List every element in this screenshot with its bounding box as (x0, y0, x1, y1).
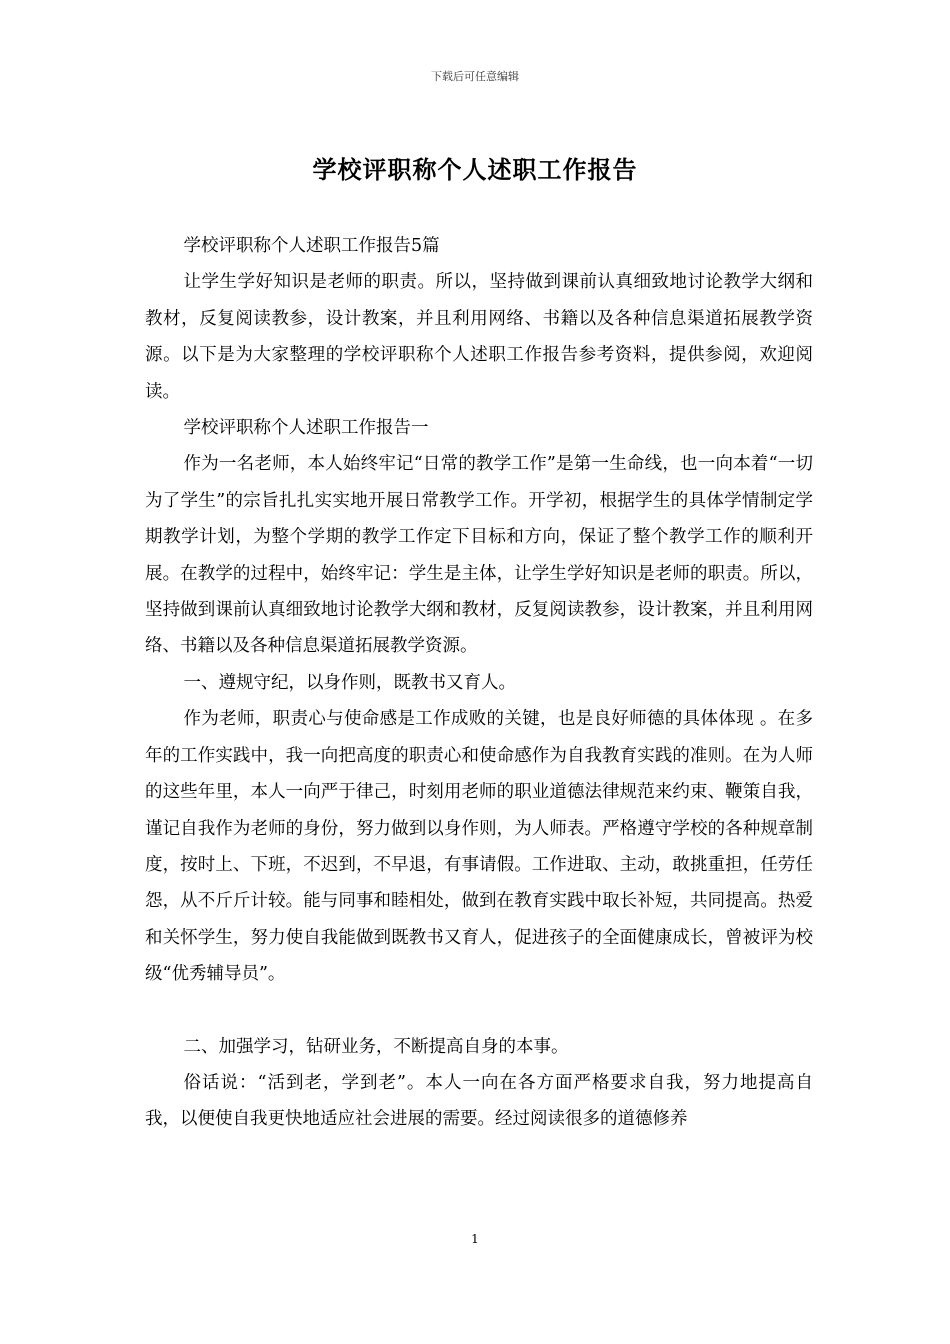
section-heading-two: 二、加强学习，钻研业务，不断提高自身的本事。 (183, 1036, 569, 1057)
paragraph-teaching-work: 作为一名老师，本人始终牢记“日常的教学工作”是第一生命线，也一向本着“一切为了学生”的宗旨扎扎实实地开展日常教学工作。开学初，根据学生的具体学情制定学期教学计划，为整个学期的教学工作定下目标和方向，保证了整个教学工作的顺利开展。在教学的过程中，始终牢记：学生是主体，让学生学好知识是老师的职责。所以，坚持做到课前认真细致地讨论教学大纲和教材，反复阅读教参，设计教案，并且利用网络、书籍以及各种信息渠道拓展教学资源。 (145, 454, 813, 657)
paragraph-report-heading: 学校评职称个人述职工作报告一 (183, 418, 429, 439)
paragraph-responsibility: 作为老师，职责心与使命感是工作成败的关键，也是良好师德的具体体现 。在多年的工作实践中，我一向把高度的职责心和使命感作为自我教育实践的准则。在为人师的这些年里，本人一向严于律己，时刻用老师的职业道德法律规范来约束、鞭策自我，谨记自我作为老师的身份，努力做到以身作则，为人师表。严格遵守学校的各种规章制度，按时上、下班，不迟到，不早退，有事请假。工作进取、主动，敢挑重担，任劳任怨，从不斤斤计较。能与同事和睦相处，做到在教育实践中取长补短，共同提高。热爱和关怀学生，努力使自我能做到既教书又育人，促进孩子的全面健康成长，曾被评为校级“优秀辅导员”。 (145, 709, 813, 985)
page-header-note: 下载后可任意编辑 (431, 70, 519, 83)
paragraph-learning: 俗话说：“活到老，学到老”。本人一向在各方面严格要求自我，努力地提高自我，以便使自我更快地适应社会进展的需要。经过阅读很多的道德修养 (145, 1072, 813, 1130)
document-body (145, 228, 813, 1138)
page-number: 1 (471, 1232, 479, 1246)
document-title: 学校评职称个人述职工作报告 (312, 155, 638, 184)
paragraph-subtitle: 学校评职称个人述职工作报告5篇 (183, 236, 440, 256)
paragraph-spacer (145, 993, 813, 1029)
section-heading-one: 一、遵规守纪，以身作则，既教书又育人。 (183, 672, 516, 693)
paragraph-intro: 让学生学好知识是老师的职责。所以，坚持做到课前认真细致地讨论教学大纲和教材，反复阅读教参，设计教案，并且利用网络、书籍以及各种信息渠道拓展教学资源。以下是为大家整理的学校评职称个人述职工作报告参考资料，提供参阅，欢迎阅读。 (145, 272, 813, 402)
